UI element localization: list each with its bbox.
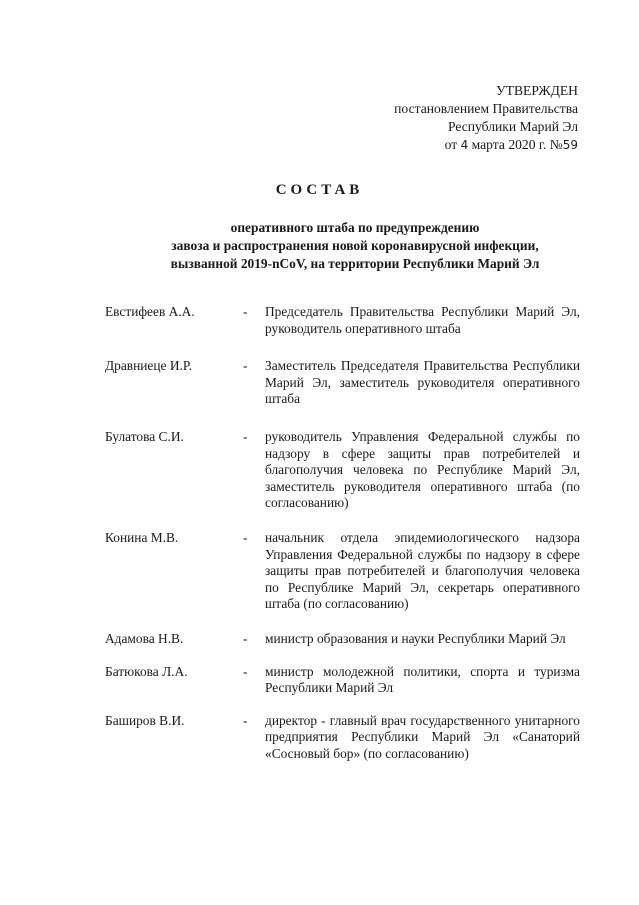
member-role: директор - главный врач государственного унитарного предприятия Республики Марий Эл «Санаторий «Сосновый бор» (по согласованию): [265, 712, 580, 761]
member-name: Дравниеце И.Р.: [105, 358, 192, 374]
member-role: начальник отдела эпидемиологического надзора Управления Федеральной службы по надзору в сфере защиты прав потребителей и благополучия человека по Республике Марий Эл, секретарь оперативного штаба (по согласованию): [265, 529, 580, 612]
member-name: Евстифеев А.А.: [105, 304, 195, 319]
member-row: [105, 358, 580, 408]
members-list: [105, 304, 580, 762]
member-name: Баширов В.И.: [105, 712, 185, 728]
subtitle-line: оперативного штаба по предупреждению: [230, 220, 480, 235]
member-role: Заместитель Председателя Правительства Республики Марий Эл, заместитель руководителя оперативного штаба: [265, 358, 580, 407]
member-dash: -: [243, 529, 248, 545]
member-name: Конина М.В.: [105, 529, 179, 545]
approval-date-prefix: от: [444, 137, 458, 152]
subtitle-line: завоза и распространения новой коронавирусной инфекции,: [171, 238, 539, 253]
member-dash: -: [243, 663, 248, 679]
member-name: Адамова Н.В.: [105, 630, 184, 646]
approval-date-line: [348, 136, 578, 154]
member-dash: -: [243, 304, 248, 319]
member-row: [105, 664, 580, 697]
document-subtitle: [60, 219, 639, 273]
subtitle-line: вызванной 2019-nCoV, на территории Республики Марий Эл: [170, 256, 540, 271]
document-title: СОСТАВ: [275, 182, 364, 198]
member-dash: -: [243, 712, 248, 728]
member-row: [105, 530, 580, 613]
member-row: [105, 429, 580, 512]
approval-stamp: [348, 82, 578, 154]
member-dash: -: [243, 358, 248, 374]
approval-day: 4: [460, 138, 469, 152]
member-role: министр образования и науки Республики Марий Эл: [265, 630, 566, 646]
member-row: [105, 304, 580, 337]
member-dash: -: [243, 428, 248, 444]
member-dash: -: [243, 630, 248, 646]
approval-republic: Республики Марий Эл: [447, 119, 578, 134]
member-role: министр молодежной политики, спорта и туризма Республики Марий Эл: [265, 663, 580, 696]
approval-date-middle: марта 2020 г. №: [471, 137, 563, 152]
member-name: Батюкова Л.А.: [105, 663, 188, 679]
member-role: Председатель Правительства Республики Марий Эл, руководитель оперативного штаба: [265, 304, 580, 336]
approval-number: 59: [562, 138, 578, 152]
approval-resolution: постановлением Правительства: [394, 101, 578, 116]
approval-title: УТВЕРЖДЕН: [496, 83, 578, 98]
member-row: [105, 713, 580, 763]
member-role: руководитель Управления Федеральной службы по надзору в сфере защиты прав потребителей и благополучия человека по Республике Марий Эл, заместитель руководителя оперативного штаба (по согласованию): [265, 428, 580, 511]
member-name: Булатова С.И.: [105, 428, 184, 444]
member-row: [105, 631, 580, 648]
